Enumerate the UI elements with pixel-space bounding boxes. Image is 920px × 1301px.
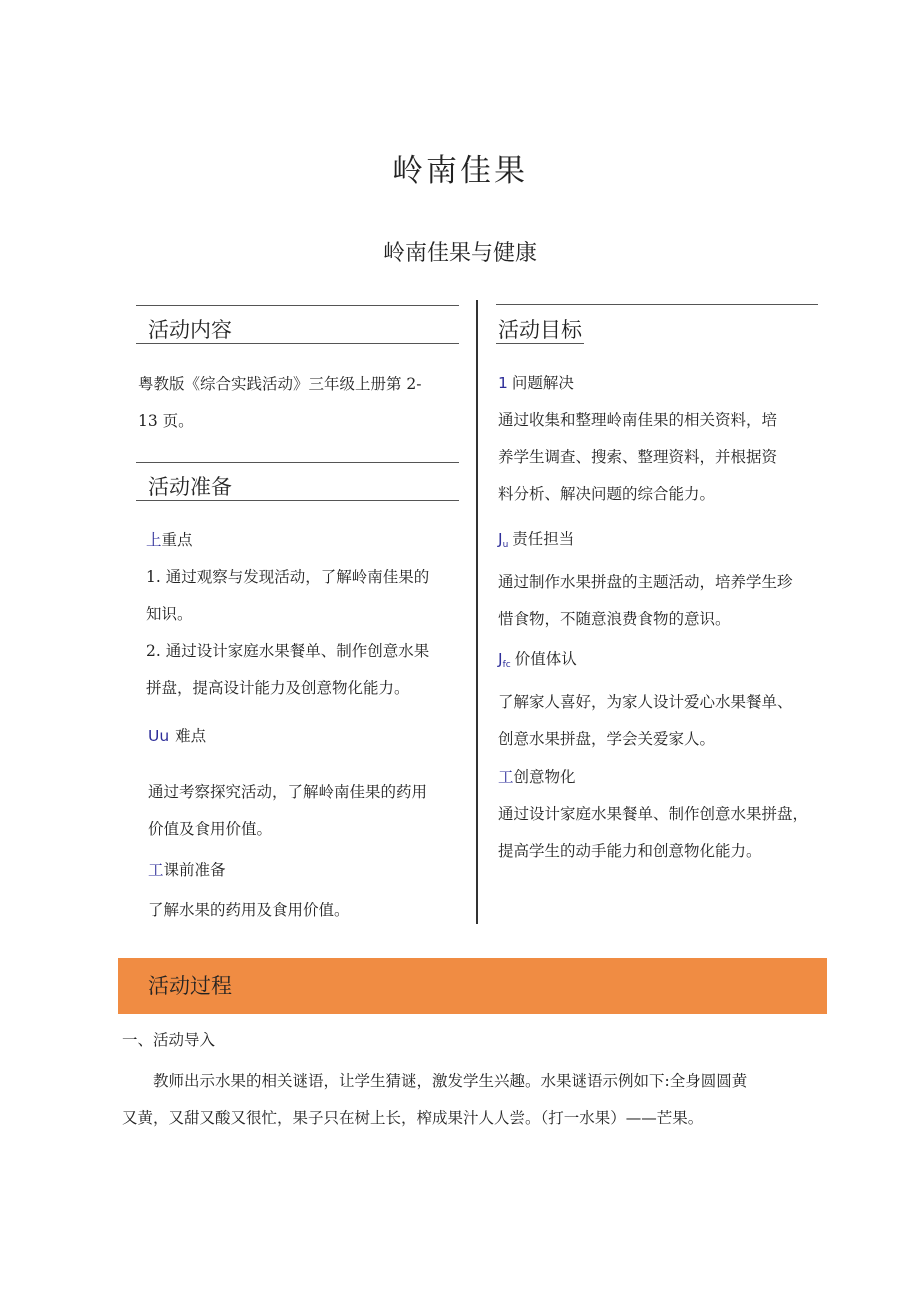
goal-label: 责任担当 xyxy=(512,530,575,548)
pre-class-text: 了解水果的药用及食用价值。 xyxy=(148,901,350,919)
text-line: 通过收集和整理岭南佳果的相关资料，培 xyxy=(498,411,778,429)
goal-responsibility xyxy=(498,521,828,638)
pre-class-label: 课前准备 xyxy=(163,861,226,879)
divider xyxy=(496,304,818,305)
pre-class-marker: 工 xyxy=(148,861,164,879)
goal-heading xyxy=(498,759,838,796)
text-line: 价值及食用价值。 xyxy=(148,820,273,838)
goal-heading xyxy=(498,365,828,402)
goal-marker-sub: u xyxy=(502,540,509,550)
goal-heading xyxy=(498,641,838,684)
goal-label: 问题解决 xyxy=(511,374,574,392)
goal-problem-solving xyxy=(498,365,828,513)
goal-creative-materialization xyxy=(498,759,838,870)
text-line: 养学生调查、搜索、整理资料，并根据资 xyxy=(498,448,778,466)
step-heading: 一、活动导入 xyxy=(122,1031,216,1049)
text-line: 通过制作水果拼盘的主题活动，培养学生珍 xyxy=(498,573,793,591)
text-line: 料分析、解决问题的综合能力。 xyxy=(498,485,716,503)
goal-label: 创意物化 xyxy=(513,768,576,786)
divider xyxy=(136,305,459,306)
goal-marker xyxy=(498,650,511,668)
text-line: 1. 通过观察与发现活动，了解岭南佳果的 xyxy=(146,568,430,586)
text-line: 提高学生的动手能力和创意物化能力。 xyxy=(498,842,762,860)
text-line: 2. 通过设计家庭水果餐单、制作创意水果 xyxy=(146,642,430,660)
key-label: 重点 xyxy=(161,531,193,549)
difficulty-label: 难点 xyxy=(175,727,207,745)
text-line: 教师出示水果的相关谜语，让学生猜谜，激发学生兴趣。水果谜语示例如下:全身圆圆黄 xyxy=(153,1072,748,1090)
key-point-block xyxy=(146,522,466,707)
divider xyxy=(136,343,459,344)
goal-marker: 工 xyxy=(498,768,514,786)
text-line: 又黄，又甜又酸又很忙，果子只在树上长，榨成果汁人人尝。（打一水果）——芒果。 xyxy=(122,1109,704,1127)
process-banner xyxy=(118,958,827,1014)
text-line: 知识。 xyxy=(146,605,193,623)
goal-label: 价值体认 xyxy=(514,650,577,668)
goal-marker xyxy=(498,530,508,548)
pre-class-heading xyxy=(148,852,226,889)
text-line: 通过考察探究活动，了解岭南佳果的药用 xyxy=(148,783,428,801)
goal-marker-main: J xyxy=(498,530,503,548)
key-point-heading xyxy=(146,522,466,559)
text-line: 通过设计家庭水果餐单、制作创意水果拼盘， xyxy=(498,805,809,823)
goal-value-recognition xyxy=(498,641,838,758)
document-subtitle: 岭南佳果与健康 xyxy=(382,241,537,266)
text-line: 粤教版《综合实践活动》三年级上册第 2- xyxy=(138,375,422,393)
column-divider xyxy=(476,300,478,924)
document-title: 岭南佳果 xyxy=(392,153,528,189)
difficulty-text xyxy=(148,774,468,848)
difficulty-heading xyxy=(148,718,206,755)
process-banner-label: 活动过程 xyxy=(148,974,232,998)
goal-marker-main: J xyxy=(498,650,503,668)
goal-marker: 1 xyxy=(498,374,508,392)
text-line: 拼盘，提高设计能力及创意物化能力。 xyxy=(146,679,410,697)
divider xyxy=(136,462,459,463)
text-line: 创意水果拼盘，学会关爱家人。 xyxy=(498,730,716,748)
difficulty-marker: Uu xyxy=(148,727,170,745)
content-text xyxy=(138,366,463,440)
text-line: 惜食物，不随意浪费食物的意识。 xyxy=(498,610,731,628)
key-marker: 上 xyxy=(146,531,162,549)
divider xyxy=(136,500,459,501)
goal-heading xyxy=(498,521,828,564)
section-heading-prep: 活动准备 xyxy=(148,475,232,499)
divider xyxy=(496,343,584,344)
section-heading-goals: 活动目标 xyxy=(498,318,582,342)
section-heading-content: 活动内容 xyxy=(148,318,232,342)
text-line: 了解家人喜好，为家人设计爱心水果餐单、 xyxy=(498,693,793,711)
goal-marker-sub: fc xyxy=(502,660,511,670)
text-line: 13 页。 xyxy=(138,412,194,430)
step-text xyxy=(122,1063,842,1137)
